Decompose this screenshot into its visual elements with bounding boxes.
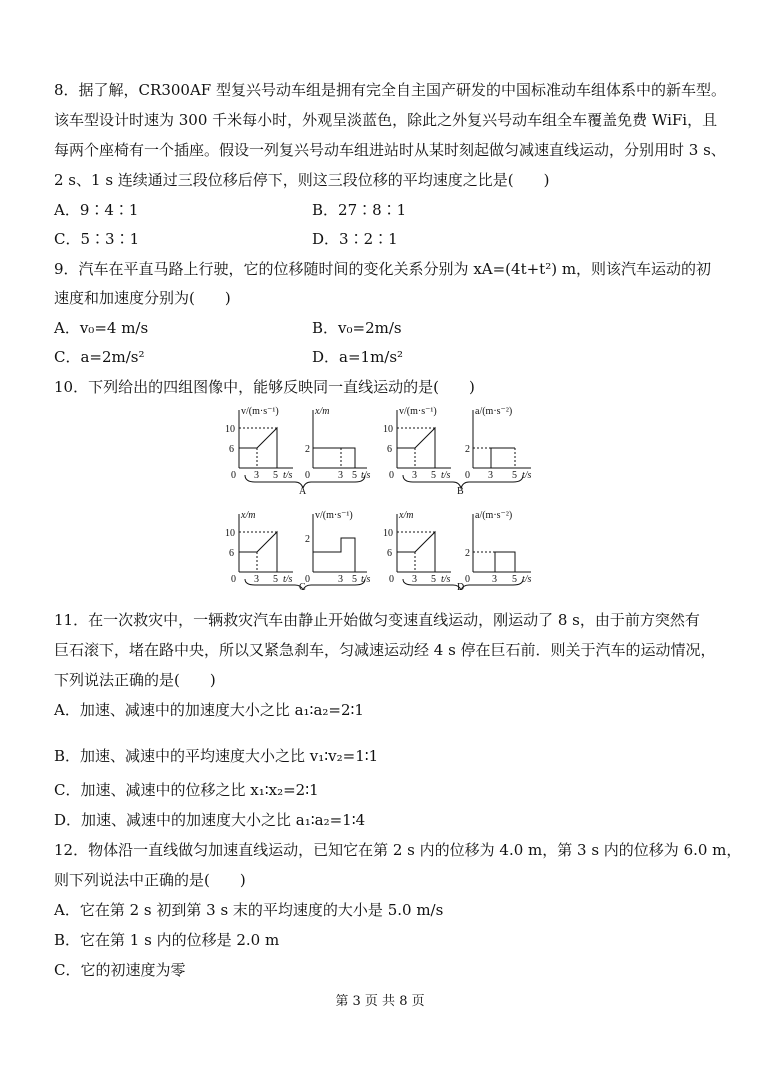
- q8-line4: 2 s、1 s 连续通过三段位移后停下，则这三段位移的平均速度之比是( ): [54, 171, 550, 189]
- label-a-xt-t: t/s: [361, 470, 371, 481]
- q9-option-d: D．a=1m/s²: [312, 348, 404, 366]
- q11-line1: 11．在一次救灾中，一辆救灾汽车由静止开始做匀变速直线运动，刚运动了 8 s，由于前方突然有: [54, 611, 700, 629]
- line-c-vt: [313, 538, 355, 572]
- tick-d-xt-10: 10: [383, 528, 393, 539]
- tick-a-vt-10: 10: [225, 424, 235, 435]
- group-label-a: A: [299, 486, 307, 497]
- tick-c-vt-3: 3: [338, 574, 343, 585]
- tick-d-xt-6: 6: [387, 548, 392, 559]
- line-a-vt: [239, 428, 277, 468]
- label-b-vt-y: v/(m·s⁻¹): [399, 406, 437, 417]
- q8-option-c: C．5∶3∶1: [54, 230, 140, 248]
- tick-a-vt-3: 3: [254, 470, 259, 481]
- tick-b-vt-3: 3: [412, 470, 417, 481]
- q9-option-b: B．v₀=2m/s: [312, 319, 402, 337]
- label-c-xt-t: t/s: [283, 574, 293, 585]
- q9-line1: 9．汽车在平直马路上行驶，它的位移随时间的变化关系分别为 xA=(4t+t²) m，则该汽车运动的初: [54, 260, 712, 278]
- tick-b-vt-5: 5: [431, 470, 436, 481]
- q9-line2: 速度和加速度分别为( ): [54, 289, 231, 307]
- group-label-c: C: [299, 582, 306, 590]
- tick-d-at-3: 3: [492, 574, 497, 585]
- line-b-vt: [397, 428, 435, 468]
- label-d-at-y: a/(m·s⁻²): [475, 510, 513, 521]
- q8-line3: 每两个座椅有一个插座。假设一列复兴号动车组进站时从某时刻起做匀减速直线运动，分别用时 3 s、: [54, 141, 726, 159]
- label-d-xt-y: x/m: [399, 510, 414, 521]
- q12-option-c: C．它的初速度为零: [54, 961, 186, 979]
- label-c-vt-y: v/(m·s⁻¹): [315, 510, 353, 521]
- tick-d-at-5: 5: [512, 574, 517, 585]
- line-c-xt: [239, 532, 277, 572]
- tick-d-at-2: 2: [465, 548, 470, 559]
- tick-c-vt-0: 0: [305, 574, 310, 585]
- tick-d-at-0: 0: [465, 574, 470, 585]
- group-label-b: B: [457, 486, 464, 497]
- q8-option-b: B．27∶8∶1: [312, 201, 407, 219]
- tick-a-xt-2: 2: [305, 444, 310, 455]
- label-b-at-y: a/(m·s⁻²): [475, 406, 513, 417]
- tick-c-xt-0: 0: [231, 574, 236, 585]
- label-c-xt-y: x/m: [241, 510, 256, 521]
- q8-line2: 该车型设计时速为 300 千米每小时，外观呈淡蓝色，除此之外复兴号动车组全车覆盖免费 WiFi，且: [54, 111, 718, 129]
- label-b-at-t: t/s: [522, 470, 532, 481]
- tick-d-xt-5: 5: [431, 574, 436, 585]
- q8-option-a: A．9∶4∶1: [54, 201, 139, 219]
- label-a-vt-y: v/(m·s⁻¹): [241, 406, 279, 417]
- tick-c-xt-6: 6: [229, 548, 234, 559]
- tick-d-xt-0: 0: [389, 574, 394, 585]
- tick-a-vt-0: 0: [231, 470, 236, 481]
- q9-option-c: C．a=2m/s²: [54, 348, 145, 366]
- tick-a-xt-3: 3: [338, 470, 343, 481]
- q10-graphs-svg: [215, 400, 555, 590]
- q11-option-a: A．加速、减速中的加速度大小之比 a₁∶a₂=2∶1: [54, 701, 364, 719]
- q10-graphs-figure: [215, 400, 555, 590]
- q8-option-d: D．3∶2∶1: [312, 230, 398, 248]
- label-a-vt-t: t/s: [283, 470, 293, 481]
- tick-b-at-3: 3: [488, 470, 493, 481]
- q12-option-b: B．它在第 1 s 内的位移是 2.0 m: [54, 931, 280, 949]
- tick-b-at-5: 5: [512, 470, 517, 481]
- tick-c-xt-10: 10: [225, 528, 235, 539]
- q8-line1: 8．据了解，CR300AF 型复兴号动车组是拥有完全自主国产研发的中国标准动车组体系中的新车型。: [54, 81, 726, 99]
- line-d-xt: [397, 532, 435, 572]
- group-label-d: D: [457, 582, 465, 590]
- q11-line2: 巨石滚下，堵在路中央，所以又紧急刹车，匀减速运动经 4 s 停在巨石前．则关于汽车的运动情况，: [54, 641, 716, 659]
- q10-line1: 10．下列给出的四组图像中，能够反映同一直线运动的是( ): [54, 378, 475, 396]
- tick-b-at-2: 2: [465, 444, 470, 455]
- tick-c-xt-5: 5: [273, 574, 278, 585]
- line-b-at: [473, 448, 515, 468]
- q12-option-a: A．它在第 2 s 初到第 3 s 末的平均速度的大小是 5.0 m/s: [54, 901, 444, 919]
- tick-c-xt-3: 3: [254, 574, 259, 585]
- label-a-xt-y: x/m: [315, 406, 330, 417]
- label-d-at-t: t/s: [522, 574, 532, 585]
- tick-b-vt-0: 0: [389, 470, 394, 481]
- tick-a-xt-5: 5: [352, 470, 357, 481]
- page-footer: 第 3 页 共 8 页: [335, 994, 425, 1009]
- q12-line2: 则下列说法中正确的是( ): [54, 871, 246, 889]
- label-d-xt-t: t/s: [441, 574, 451, 585]
- label-b-vt-t: t/s: [441, 470, 451, 481]
- q9-option-a: A．v₀=4 m/s: [54, 319, 149, 337]
- tick-b-at-0: 0: [465, 470, 470, 481]
- label-c-vt-t: t/s: [361, 574, 371, 585]
- q11-line3: 下列说法正确的是( ): [54, 671, 216, 689]
- tick-d-xt-3: 3: [412, 574, 417, 585]
- q11-option-b: B．加速、减速中的平均速度大小之比 v₁∶v₂=1∶1: [54, 747, 379, 765]
- q12-line1: 12．物体沿一直线做匀加速直线运动，已知它在第 2 s 内的位移为 4.0 m，第 3 s 内的位移为 6.0 m，: [54, 841, 742, 859]
- tick-c-vt-5: 5: [352, 574, 357, 585]
- tick-a-vt-6: 6: [229, 444, 234, 455]
- line-a-xt: [313, 448, 355, 468]
- q11-option-d: D．加速、减速中的加速度大小之比 a₁∶a₂=1∶4: [54, 811, 366, 829]
- q11-option-c: C．加速、减速中的位移之比 x₁∶x₂=2∶1: [54, 781, 319, 799]
- tick-a-xt-0: 0: [305, 470, 310, 481]
- tick-a-vt-5: 5: [273, 470, 278, 481]
- tick-c-vt-2: 2: [305, 534, 310, 545]
- tick-b-vt-6: 6: [387, 444, 392, 455]
- tick-b-vt-10: 10: [383, 424, 393, 435]
- line-d-at: [473, 552, 515, 572]
